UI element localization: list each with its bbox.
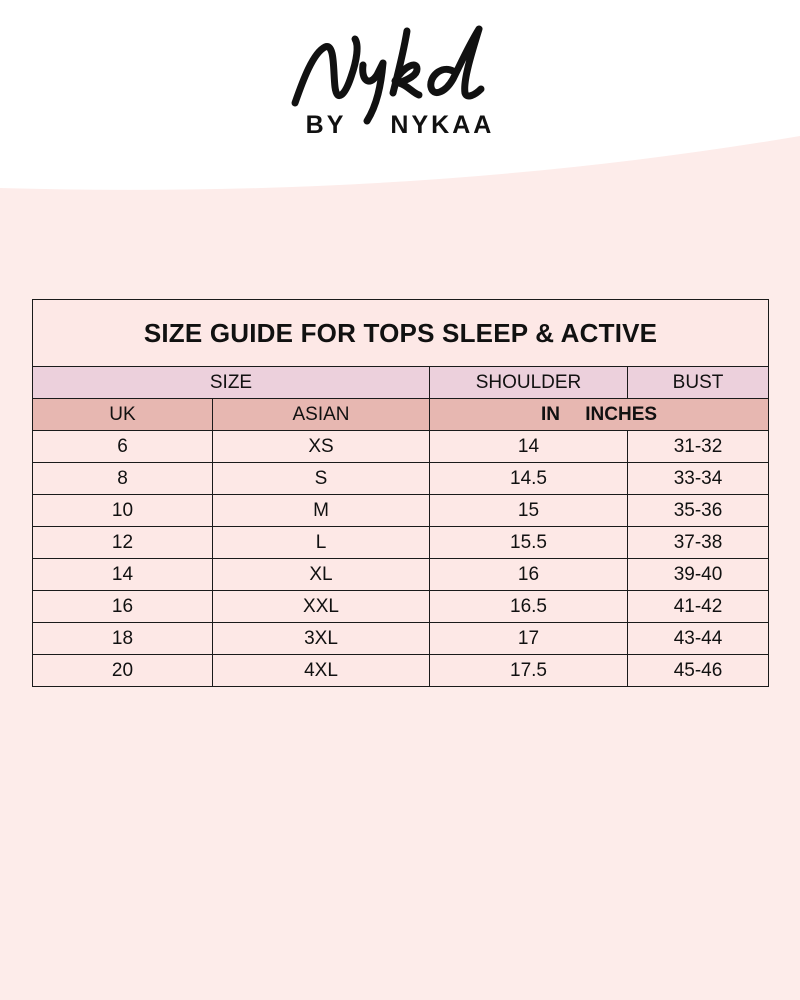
cell-shoulder: 14 — [430, 431, 628, 463]
cell-asian: XL — [213, 559, 430, 591]
cell-shoulder: 17.5 — [430, 655, 628, 687]
sub-header-row — [33, 399, 769, 431]
header-asian: ASIAN — [213, 399, 430, 431]
cell-asian: 4XL — [213, 655, 430, 687]
cell-shoulder: 15 — [430, 495, 628, 527]
cell-bust: 43-44 — [628, 623, 769, 655]
cell-shoulder: 17 — [430, 623, 628, 655]
brand-byline — [0, 111, 800, 140]
header-size: SIZE — [33, 367, 430, 399]
table-row — [33, 655, 769, 687]
cell-uk: 18 — [33, 623, 213, 655]
cell-shoulder: 16 — [430, 559, 628, 591]
cell-bust: 35-36 — [628, 495, 769, 527]
cell-bust: 31-32 — [628, 431, 769, 463]
cell-uk: 14 — [33, 559, 213, 591]
cell-uk: 8 — [33, 463, 213, 495]
cell-shoulder: 16.5 — [430, 591, 628, 623]
header-units: IN INCHES — [430, 399, 769, 431]
cell-uk: 20 — [33, 655, 213, 687]
cell-uk: 10 — [33, 495, 213, 527]
cell-bust: 33-34 — [628, 463, 769, 495]
cell-bust: 37-38 — [628, 527, 769, 559]
table-row — [33, 495, 769, 527]
cell-bust: 41-42 — [628, 591, 769, 623]
cell-asian: XXL — [213, 591, 430, 623]
title-row — [33, 300, 769, 367]
cell-bust: 39-40 — [628, 559, 769, 591]
cell-asian: XS — [213, 431, 430, 463]
table-row — [33, 591, 769, 623]
cell-shoulder: 14.5 — [430, 463, 628, 495]
table-row — [33, 623, 769, 655]
header-shoulder: SHOULDER — [430, 367, 628, 399]
header-uk: UK — [33, 399, 213, 431]
cell-asian: L — [213, 527, 430, 559]
cell-uk: 12 — [33, 527, 213, 559]
group-header-row — [33, 367, 769, 399]
cell-shoulder: 15.5 — [430, 527, 628, 559]
cell-uk: 16 — [33, 591, 213, 623]
table-row — [33, 559, 769, 591]
cell-asian: M — [213, 495, 430, 527]
cell-asian: S — [213, 463, 430, 495]
table-row — [33, 463, 769, 495]
nykd-script-logo — [285, 25, 515, 125]
cell-bust: 45-46 — [628, 655, 769, 687]
header-bust: BUST — [628, 367, 769, 399]
cell-asian: 3XL — [213, 623, 430, 655]
brand-logo — [0, 25, 800, 155]
brand-name: NYKAA — [390, 111, 495, 139]
brand-by: BY — [305, 111, 347, 139]
size-guide-table — [32, 299, 769, 687]
table-row — [33, 527, 769, 559]
table-row — [33, 431, 769, 463]
table-title: SIZE GUIDE FOR TOPS SLEEP & ACTIVE — [33, 300, 769, 367]
cell-uk: 6 — [33, 431, 213, 463]
